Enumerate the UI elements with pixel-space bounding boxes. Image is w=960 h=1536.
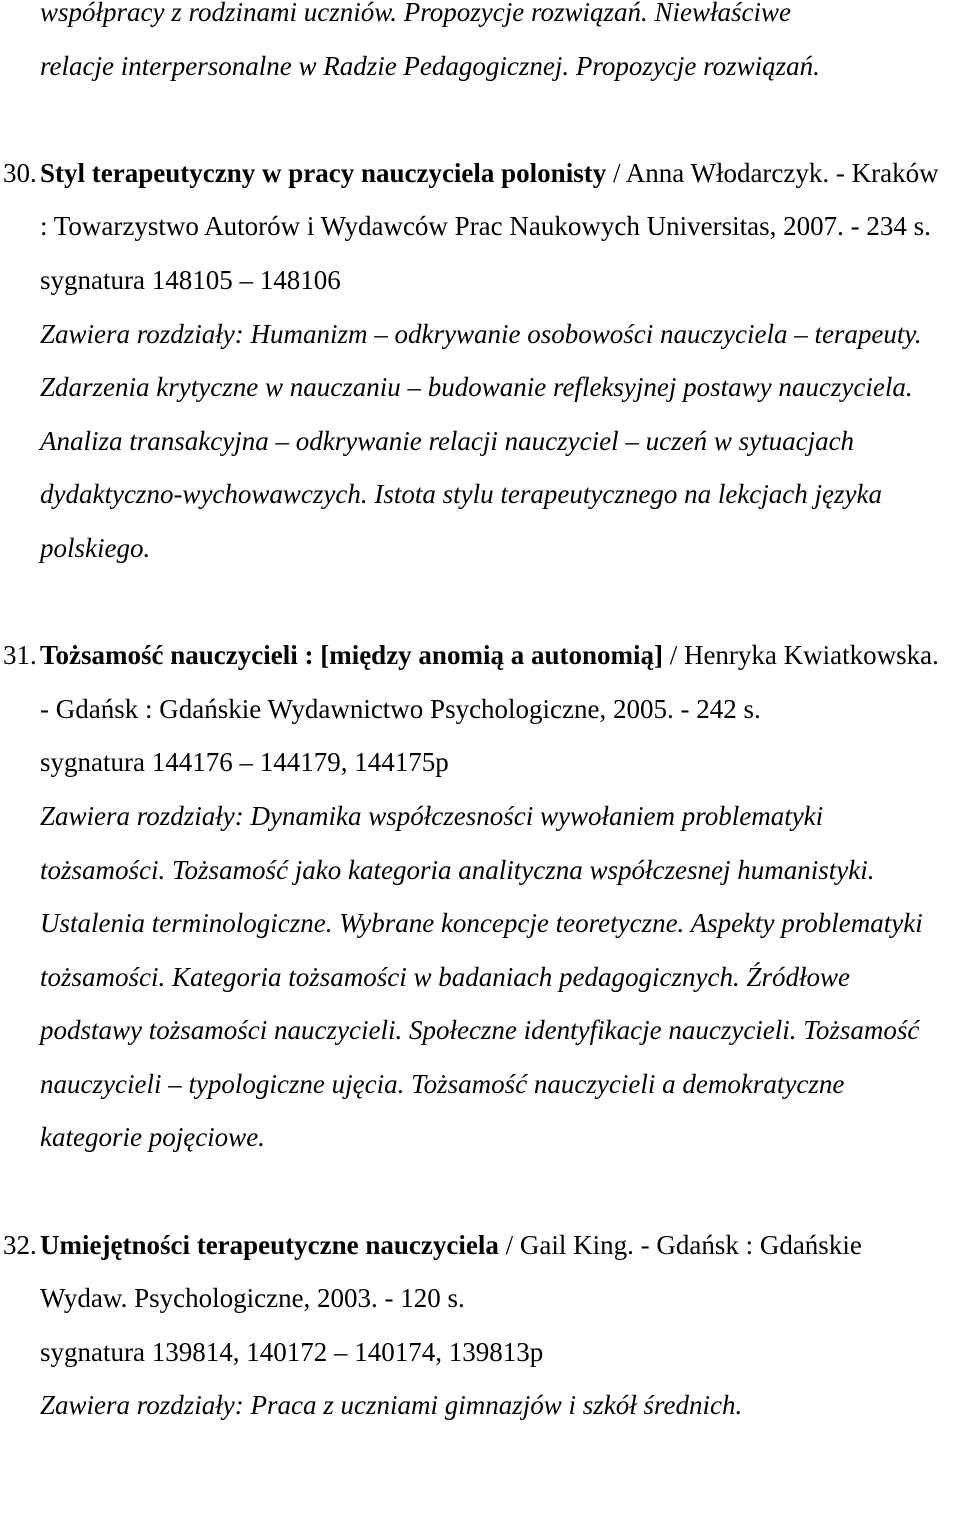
entry-number: 32. [3, 1229, 37, 1260]
bibliography-entry-31 [0, 629, 960, 1165]
entry-title: Tożsamość nauczycieli : [między anomią a autonomią] [40, 640, 663, 671]
entry-publication: / Henryka Kwiatkowska. - Gdańsk : Gdańskie Wydawnictwo Psychologiczne, 2005. - 242 s. [40, 640, 939, 724]
entry-citation [40, 1219, 940, 1326]
entry-number: 30. [3, 157, 37, 188]
entry-publication: / Anna Włodarczyk. - Kraków : Towarzystwo Autorów i Wydawców Prac Naukowych Universitas, 2007. - 234 s. [40, 157, 939, 242]
entry-number: 31. [3, 640, 37, 671]
entry-contents: Zawiera rozdziały: Dynamika współczesności wywołaniem problematyki tożsamości. Tożsamość jako kategoria analityczna współczesnej humanistyki. Ustalenia terminologiczne. Wybrane koncepcje teoretyczne. Aspekty problematyki tożsamości. Kategoria tożsamości w badaniach pedagogicznych. Źródłowe podstawy tożsamości nauczycieli. Społeczne identyfikacje nauczycieli. Tożsamość nauczycieli – typologiczne ujęcia. Tożsamość nauczycieli a demokratyczne kategorie pojęciowe. [40, 800, 923, 1153]
entry-signature: sygnatura 148105 – 148106 [40, 264, 341, 295]
entry-title: Umiejętności terapeutyczne nauczyciela [40, 1229, 499, 1260]
entry-contents: Zawiera rozdziały: Humanizm – odkrywanie osobowości nauczyciela – terapeuty. Zdarzenia krytyczne w nauczaniu – budowanie refleksyjnej postawy nauczyciela. Analiza transakcyjna – odkrywanie relacji nauczyciel – uczeń w sytuacjach dydaktyczno-wychowawczych. Istota stylu terapeutycznego na lekcjach języka polskiego. [40, 318, 922, 563]
intro-text [0, 0, 960, 93]
entry-signature: sygnatura 144176 – 144179, 144175p [40, 747, 449, 778]
entry-citation [40, 629, 940, 736]
entry-title: Styl terapeutyczny w pracy nauczyciela polonisty [40, 157, 607, 188]
entry-contents: Zawiera rozdziały: Praca z uczniami gimnazjów i szkół średnich. [40, 1390, 743, 1421]
entry-citation [40, 147, 940, 254]
entry-signature: sygnatura 139814, 140172 – 140174, 139813p [40, 1336, 544, 1367]
entry-publication: / Gail King. - Gdańsk : Gdańskie Wydaw. Psychologiczne, 2003. - 120 s. [40, 1229, 862, 1314]
intro-line-2: relacje interpersonalne w Radzie Pedagogicznej. Propozycje rozwiązań. [40, 50, 820, 81]
bibliography-entry-30 [0, 147, 960, 576]
bibliography-entry-32 [0, 1219, 960, 1433]
intro-line-1: współpracy z rodzinami uczniów. Propozycje rozwiązań. Niewłaściwe [40, 0, 791, 27]
